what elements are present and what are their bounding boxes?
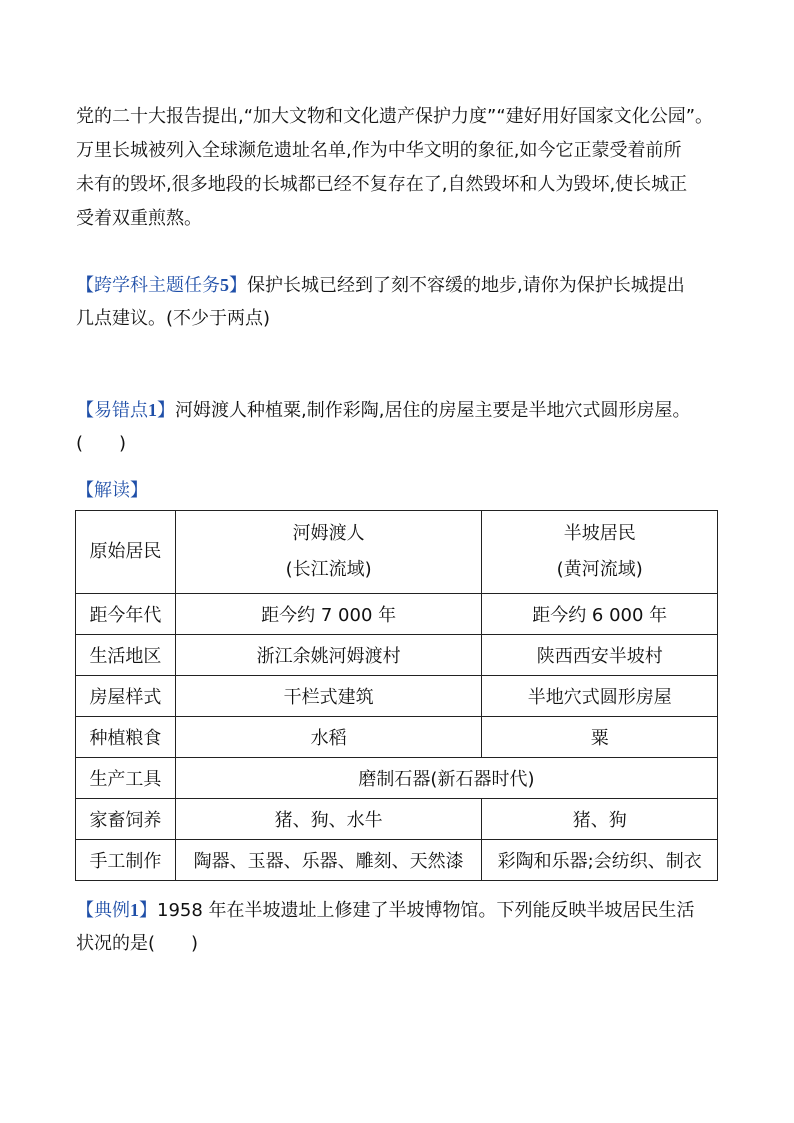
- cell-merged: 磨制石器(新石器时代): [175, 758, 717, 799]
- example-paragraph: [76, 893, 736, 961]
- task-text: 保护长城已经到了刻不容缓的地步,请你为保护长城提出: [247, 275, 685, 296]
- cell-banpo: 彩陶和乐器;会纺织、制衣: [482, 840, 718, 881]
- error-point-paragraph: [76, 393, 736, 461]
- cell-hemudu: 猪、狗、水牛: [175, 799, 482, 840]
- cell-hemudu: 陶器、玉器、乐器、雕刻、天然漆: [175, 840, 482, 881]
- row-label: 手工制作: [76, 840, 176, 881]
- interpretation-label-block: [76, 474, 736, 508]
- answer-blank: ( ): [76, 433, 127, 454]
- header-banpo: [482, 511, 718, 594]
- example-text-line2: 状况的是( ): [76, 933, 199, 954]
- error-point-tag: 【易错点1】: [76, 400, 175, 421]
- intro-paragraph: [76, 100, 736, 236]
- table-row: [76, 635, 718, 676]
- row-label: 距今年代: [76, 594, 176, 635]
- intro-line: 受着双重煎熬。: [76, 208, 202, 229]
- header-label: 原始居民: [76, 511, 176, 594]
- row-label: 生产工具: [76, 758, 176, 799]
- cell-hemudu: 浙江余姚河姆渡村: [175, 635, 482, 676]
- cell-hemudu: 干栏式建筑: [175, 676, 482, 717]
- hemudu-region: (长江流域): [285, 559, 372, 580]
- task-text-line2: 几点建议。(不少于两点): [76, 308, 271, 329]
- table-header-row: [76, 511, 718, 594]
- cell-banpo: 粟: [482, 717, 718, 758]
- row-label: 房屋样式: [76, 676, 176, 717]
- cell-banpo: 距今约 6 000 年: [482, 594, 718, 635]
- task-tag: 【跨学科主题任务5】: [76, 275, 247, 296]
- table-row: [76, 799, 718, 840]
- hemudu-name: 河姆渡人: [292, 523, 365, 544]
- table-row: [76, 758, 718, 799]
- error-point-text: 河姆渡人种植粟,制作彩陶,居住的房屋主要是半地穴式圆形房屋。: [175, 400, 691, 421]
- cell-banpo: 猪、狗: [482, 799, 718, 840]
- example-text: 1958 年在半坡遗址上修建了半坡博物馆。下列能反映半坡居民生活: [157, 900, 695, 921]
- table-row: [76, 594, 718, 635]
- table-row: [76, 840, 718, 881]
- banpo-region: (黄河流域): [556, 559, 643, 580]
- cell-hemudu: 距今约 7 000 年: [175, 594, 482, 635]
- row-label: 种植粮食: [76, 717, 176, 758]
- interpretation-label: 【解读】: [76, 480, 148, 501]
- table-row: [76, 676, 718, 717]
- table-row: [76, 717, 718, 758]
- row-label: 家畜饲养: [76, 799, 176, 840]
- header-hemudu: [175, 511, 482, 594]
- cell-banpo: 半地穴式圆形房屋: [482, 676, 718, 717]
- intro-line: 万里长城被列入全球濒危遗址名单,作为中华文明的象征,如今它正蒙受着前所: [76, 140, 682, 161]
- example-tag: 【典例1】: [76, 900, 157, 921]
- task-paragraph: [76, 268, 736, 336]
- row-label: 生活地区: [76, 635, 176, 676]
- intro-line: 未有的毁坏,很多地段的长城都已经不复存在了,自然毁坏和人为毁坏,使长城正: [76, 174, 688, 195]
- intro-line: 党的二十大报告提出,“加大文物和文化遗产保护力度”“建好用好国家文化公园”。: [76, 106, 714, 127]
- cell-hemudu: 水稻: [175, 717, 482, 758]
- comparison-table: [75, 510, 718, 881]
- cell-banpo: 陕西西安半坡村: [482, 635, 718, 676]
- banpo-name: 半坡居民: [563, 523, 636, 544]
